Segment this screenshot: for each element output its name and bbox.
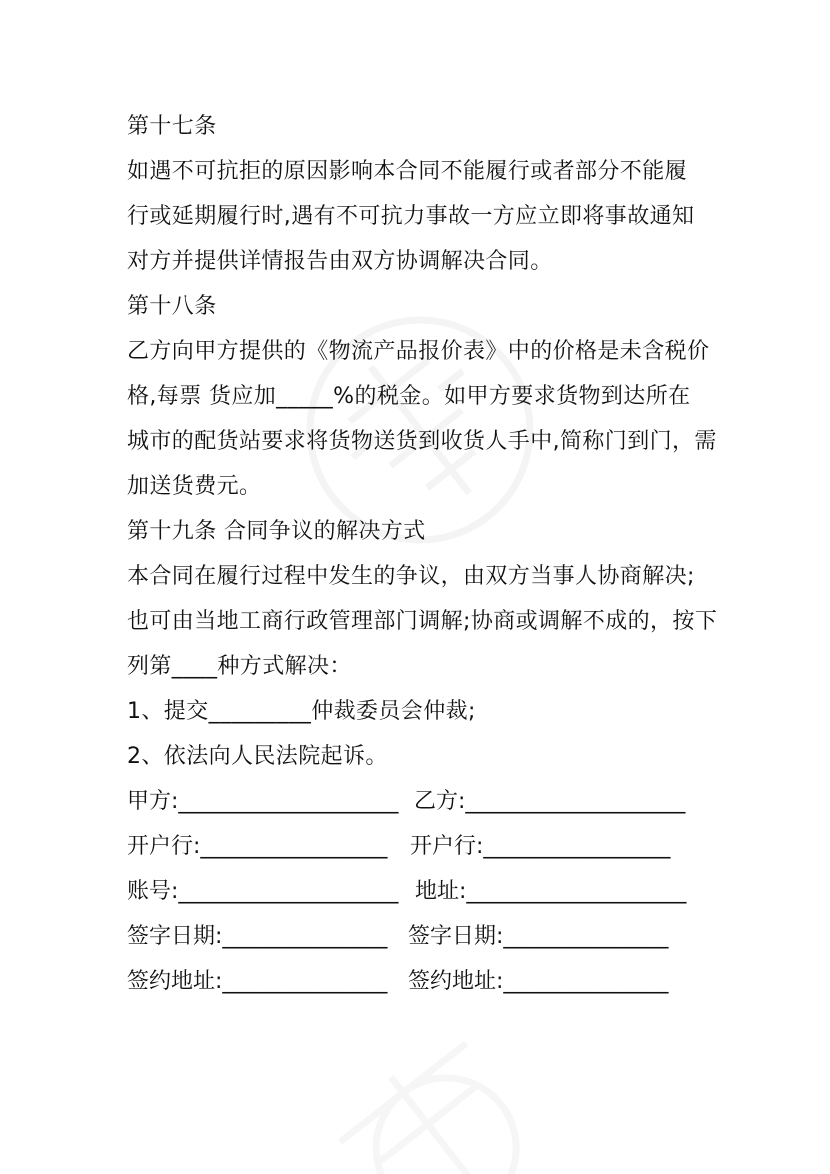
- signature-row-account: [127, 869, 727, 914]
- article-18-line-3: 城市的配货站要求将货物送货到收货人手中,简称门到门，需: [127, 429, 717, 454]
- watermark-logo-bottom: [284, 987, 596, 1174]
- party-b-sign-date-field: 签字日期:_______________: [408, 924, 669, 949]
- signature-row-bank: [127, 824, 727, 869]
- party-a-sign-date-field: 签字日期:_______________: [127, 924, 388, 949]
- party-a-field: 甲方:____________________: [127, 789, 399, 814]
- dispute-option-1: 1、提交_________仲裁委员会仲裁;: [127, 699, 476, 724]
- party-a-account-field: 账号:____________________: [127, 879, 399, 904]
- article-17-line-3: 对方并提供详情报告由双方协调解决合同。: [127, 249, 553, 274]
- party-a-bank-field: 开户行:_________________: [127, 834, 388, 859]
- signature-row-party: [127, 779, 727, 824]
- article-18-line-2: 格,每票 货应加_____%的税金。如甲方要求货物到达所在: [127, 384, 691, 409]
- party-b-bank-field: 开户行:_________________: [410, 834, 671, 859]
- party-b-sign-location-field: 签约地址:_______________: [408, 969, 669, 994]
- article-19-heading: 第十九条 合同争议的解决方式: [127, 519, 426, 544]
- signature-row-location: [127, 959, 727, 1004]
- party-a-sign-location-field: 签约地址:_______________: [127, 969, 388, 994]
- article-18-line-4: 加送货费元。: [127, 474, 262, 499]
- party-b-field: 乙方:____________________: [414, 789, 686, 814]
- article-18-line-1: 乙方向甲方提供的《物流产品报价表》中的价格是未含税价: [127, 339, 710, 364]
- contract-text: [127, 104, 727, 1004]
- party-b-address-field: 地址:____________________: [415, 879, 687, 904]
- signature-row-date: [127, 914, 727, 959]
- article-19-line-2: 也可由当地工商行政管理部门调解;协商或调解不成的，按下: [127, 609, 718, 634]
- article-17-heading: 第十七条: [127, 114, 217, 139]
- article-18-heading: 第十八条: [127, 294, 217, 319]
- article-17-line-1: 如遇不可抗拒的原因影响本合同不能履行或者部分不能履: [127, 159, 688, 184]
- article-19-line-1: 本合同在履行过程中发生的争议，由双方当事人协商解决;: [127, 564, 695, 589]
- dispute-option-2: 2、依法向人民法院起诉。: [127, 744, 388, 769]
- article-19-line-3: 列第____种方式解决：: [127, 654, 352, 679]
- article-17-line-2: 行或延期履行时,遇有不可抗力事故一方应立即将事故通知: [127, 204, 695, 229]
